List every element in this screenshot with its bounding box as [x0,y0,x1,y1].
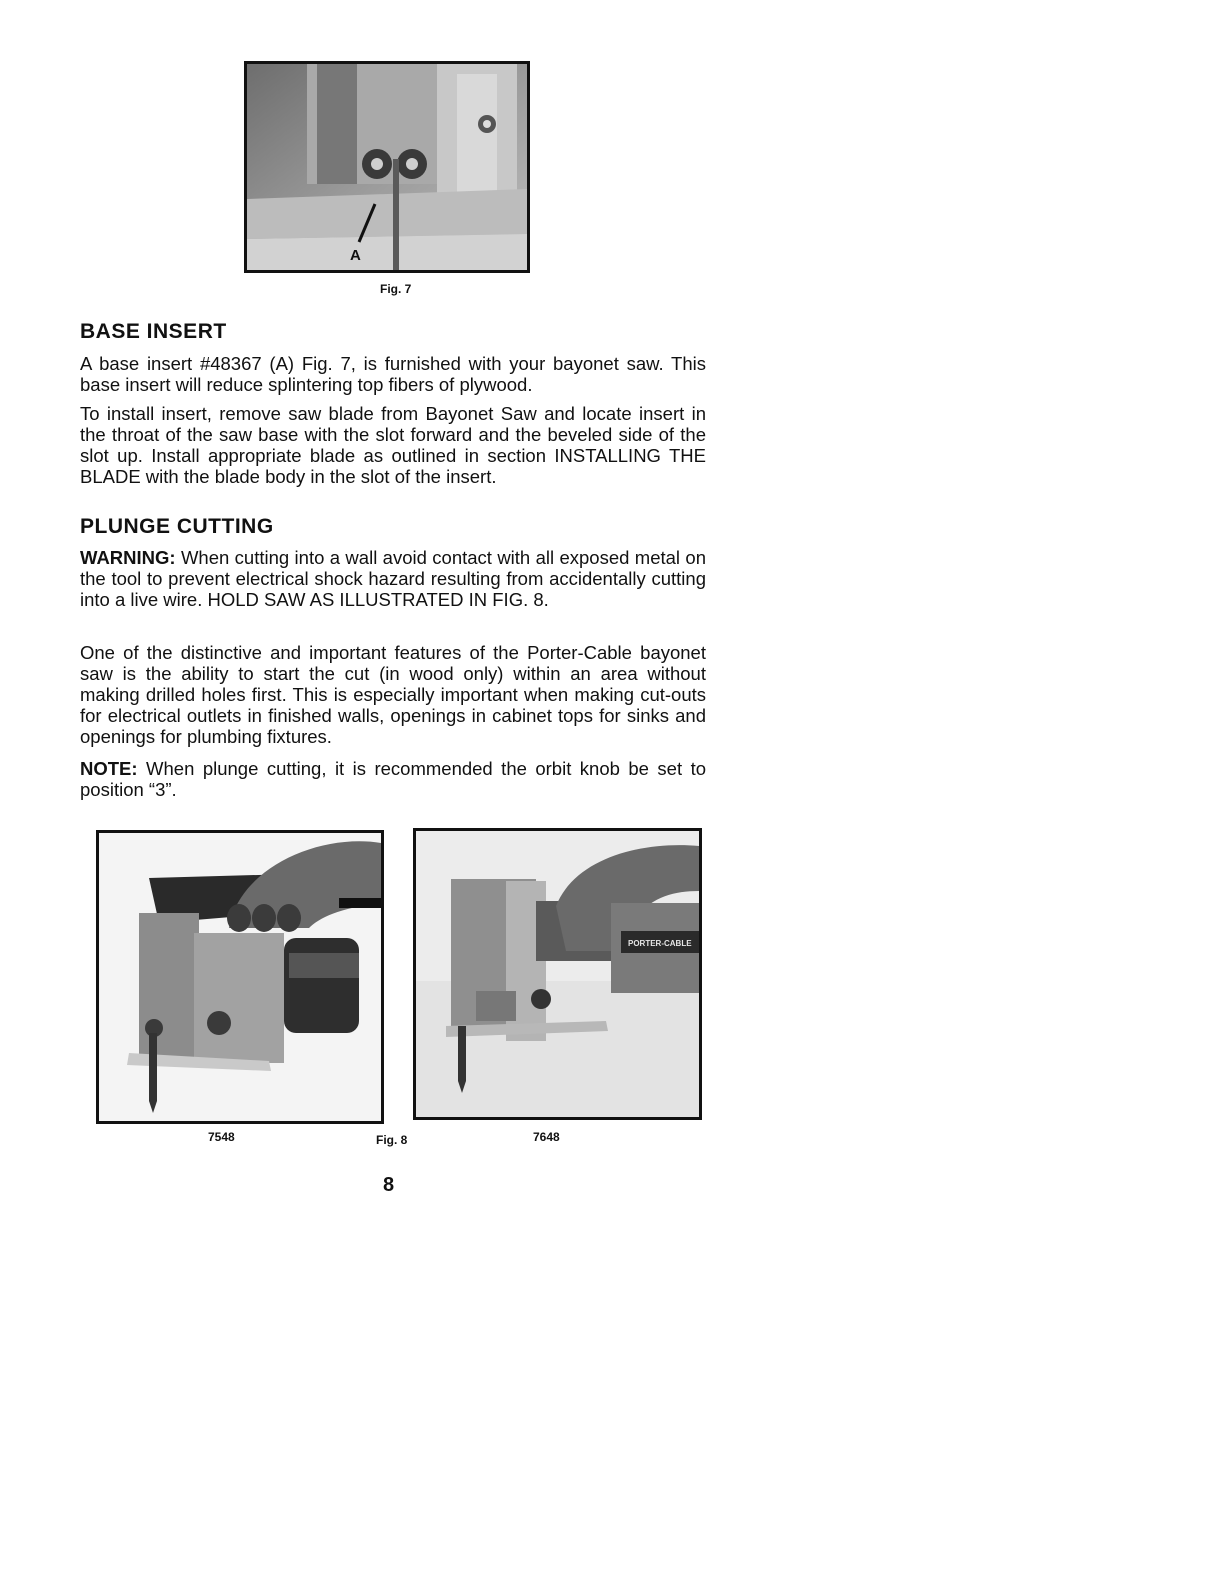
warning-label: WARNING: [80,547,176,568]
fig8-7648-saw-image [416,831,699,1117]
note-paragraph [80,758,706,800]
page-number: 8 [383,1174,395,1196]
note-text: When plunge cutting, it is recommended the orbit knob be set to position “3”. [80,758,706,800]
fig8-left-model: 7548 [208,1130,235,1144]
porter-cable-logo: PORTER-CABLE [628,939,692,948]
note-label: NOTE: [80,758,138,779]
fig7-caption: Fig. 7 [380,282,412,296]
fig7-callout-a: A [350,247,361,264]
plunge-cutting-paragraph: One of the distinctive and important features of the Porter-Cable bayonet saw is the ability to start the cut (in wood only) within an area without making drilled holes first. This is especially important when making cut-outs for electrical outlets in finished walls, openings in cabinet tops for sinks and openings for plumbing fixtures. [80,642,706,747]
fig8-caption: Fig. 8 [376,1133,408,1147]
warning-paragraph [80,547,706,610]
base-insert-paragraph-2: To install insert, remove saw blade from Bayonet Saw and locate insert in the throat of the saw base with the slot forward and the beveled side of the slot up. Install appropriate blade as outlined in section INSTALLING THE BLADE with the blade body in the slot of the insert. [80,403,706,487]
fig8-right-model: 7648 [533,1130,560,1144]
plunge-cutting-heading: PLUNGE CUTTING [80,515,274,538]
fig8-right-photo [413,828,702,1120]
fig7-saw-closeup-image [247,64,527,270]
fig8-7548-saw-image [99,833,381,1121]
base-insert-paragraph-1: A base insert #48367 (A) Fig. 7, is furnished with your bayonet saw. This base insert will reduce splintering top fibers of plywood. [80,353,706,395]
fig7-photo [244,61,530,273]
base-insert-heading: BASE INSERT [80,320,227,343]
warning-text: When cutting into a wall avoid contact with all exposed metal on the tool to prevent electrical shock hazard resulting from accidentally cutting into a live wire. HOLD SAW AS ILLUSTRATED IN FIG. 8. [80,547,707,610]
fig8-left-photo [96,830,384,1124]
